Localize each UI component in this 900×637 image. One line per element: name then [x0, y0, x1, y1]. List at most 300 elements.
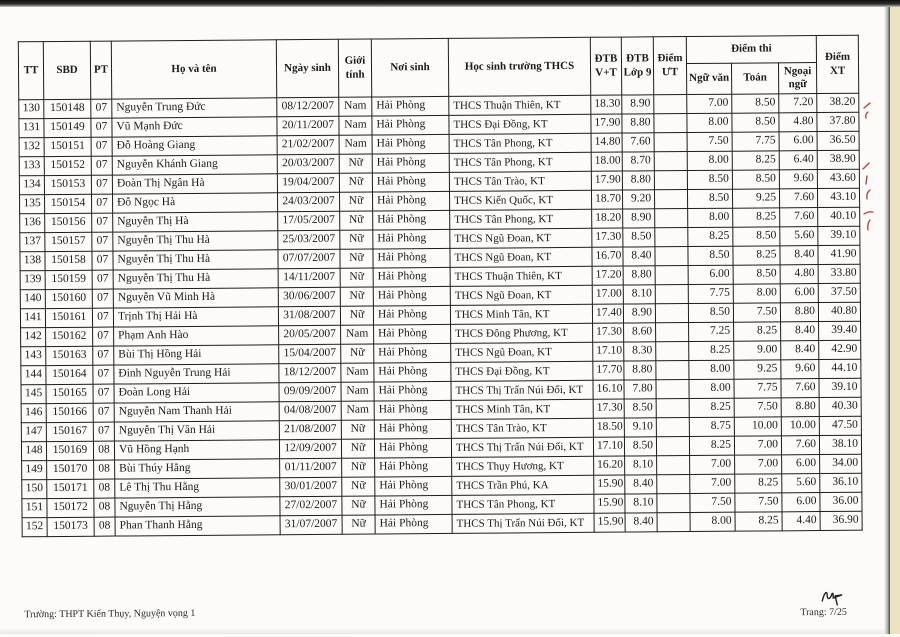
cell-dob: 04/08/2007 [279, 401, 341, 420]
cell-ngoai-ngu: 8.80 [780, 303, 818, 322]
cell-ngoai-ngu: 9.60 [779, 170, 817, 189]
cell-dtb-vt: 16.10 [593, 380, 624, 399]
cell-ngu-van: 8.00 [687, 151, 732, 170]
handwritten-signature-icon [818, 585, 858, 607]
cell-diem-ut [657, 494, 690, 513]
cell-gender: Nam [339, 135, 372, 154]
cell-dtb-lop9: 8.90 [623, 209, 655, 228]
cell-diem-xt: 37.50 [818, 283, 860, 302]
cell-pt: 07 [93, 327, 114, 346]
cell-pt: 07 [93, 346, 114, 365]
cell-school: THCS Kiến Quốc, KT [449, 190, 591, 210]
cell-birthplace: Hải Phòng [373, 229, 450, 249]
cell-dob: 01/11/2007 [280, 458, 342, 477]
cell-diem-ut [654, 190, 687, 209]
cell-tt: 136 [20, 214, 45, 233]
cell-diem-ut [656, 342, 689, 361]
cell-ngoai-ngu: 8.80 [781, 398, 819, 417]
cell-sbd: 150169 [46, 441, 93, 460]
cell-pt: 07 [92, 213, 113, 232]
cell-name: Đinh Nguyễn Trung Hải [114, 364, 279, 384]
cell-birthplace: Hải Phòng [373, 305, 450, 325]
cell-dob: 17/05/2007 [278, 211, 340, 230]
cell-toan: 8.25 [732, 151, 779, 170]
cell-dob: 12/09/2007 [279, 439, 341, 458]
cell-pt: 07 [92, 289, 113, 308]
cell-diem-ut [654, 171, 687, 190]
cell-toan: 8.50 [733, 265, 780, 284]
cell-pt: 07 [92, 308, 113, 327]
cell-tt: 145 [21, 385, 46, 404]
cell-sbd: 150163 [46, 346, 93, 365]
cell-name: Nguyễn Nam Thanh Hải [114, 402, 279, 422]
cell-ngu-van: 7.25 [689, 322, 734, 341]
cell-sbd: 150172 [47, 498, 94, 517]
cell-dtb-lop9: 8.80 [622, 114, 654, 133]
cell-school: THCS Tân Phong, KT [452, 494, 594, 514]
cell-name: Trịnh Thị Hải Hà [113, 307, 278, 327]
cell-toan: 8.50 [733, 227, 780, 246]
cell-dtb-vt: 15.90 [594, 494, 625, 513]
cell-toan: 8.25 [735, 474, 782, 493]
cell-diem-xt: 36.00 [820, 492, 862, 511]
cell-gender: Nữ [341, 420, 374, 439]
cell-school: THCS Ngũ Đoan, KT [450, 247, 592, 267]
page-number: Trang: 7/25 [800, 606, 847, 619]
header-diem-ut: Điểm ƯT [653, 37, 686, 95]
cell-ngu-van: 8.75 [689, 417, 734, 436]
cell-ngoai-ngu: 8.40 [781, 322, 819, 341]
cell-dtb-vt: 18.50 [593, 418, 624, 437]
cell-ngu-van: 6.00 [688, 265, 733, 284]
cell-school: THCS Trần Phú, KA [452, 475, 594, 495]
cell-gender: Nữ [341, 344, 374, 363]
cell-diem-xt: 39.40 [819, 321, 861, 340]
cell-gender: Nữ [342, 515, 375, 534]
cell-sbd: 150156 [45, 213, 92, 232]
header-gender: Giới tính [338, 39, 371, 97]
cell-pt: 07 [91, 99, 112, 118]
cell-school: THCS Đại Đồng, KT [449, 114, 591, 134]
cell-ngu-van: 8.00 [689, 360, 734, 379]
cell-dtb-vt: 17.10 [593, 342, 624, 361]
cell-dtb-vt: 16.70 [592, 247, 623, 266]
cell-ngoai-ngu: 6.00 [779, 132, 817, 151]
scan-top-edge [0, 0, 900, 7]
cell-dob: 20/05/2007 [279, 325, 341, 344]
cell-tt: 151 [22, 499, 47, 518]
cell-tt: 140 [20, 290, 45, 309]
cell-ngoai-ngu: 7.20 [779, 94, 817, 113]
cell-gender: Nam [341, 382, 374, 401]
cell-dtb-lop9: 8.70 [622, 152, 654, 171]
cell-pt: 07 [92, 270, 113, 289]
header-ngoai-ngu: Ngoại ngữ [778, 63, 816, 94]
cell-dtb-vt: 14.80 [591, 133, 622, 152]
cell-diem-xt: 39.10 [818, 226, 860, 245]
header-diem-thi: Điểm thi [686, 36, 816, 64]
cell-name: Nguyễn Thị Thu Hà [113, 269, 278, 289]
cell-birthplace: Hải Phòng [374, 438, 451, 458]
cell-diem-ut [654, 152, 687, 171]
cell-tt: 144 [21, 366, 46, 385]
header-school: Học sinh trường THCS [448, 37, 590, 96]
cell-sbd: 150154 [45, 194, 92, 213]
cell-name: Bùi Thúy Hằng [115, 459, 280, 479]
table-body [19, 93, 862, 537]
cell-dtb-vt: 17.10 [593, 437, 624, 456]
cell-dtb-lop9: 7.60 [622, 133, 654, 152]
cell-ngu-van: 7.00 [687, 94, 732, 113]
cell-gender: Nữ [340, 230, 373, 249]
cell-name: Lê Thị Thu Hằng [115, 478, 280, 498]
cell-dob: 15/04/2007 [279, 344, 341, 363]
cell-gender: Nữ [340, 268, 373, 287]
cell-diem-ut [655, 247, 688, 266]
cell-gender: Nữ [340, 211, 373, 230]
cell-birthplace: Hải Phòng [373, 210, 450, 230]
cell-diem-xt: 36.90 [820, 511, 862, 530]
cell-pt: 08 [94, 479, 115, 498]
cell-dob: 24/03/2007 [277, 192, 339, 211]
cell-diem-xt: 41.90 [818, 245, 860, 264]
cell-dtb-lop9: 8.50 [624, 437, 656, 456]
cell-sbd: 150170 [47, 460, 94, 479]
cell-dtb-lop9: 8.50 [624, 399, 656, 418]
cell-dtb-vt: 16.20 [594, 456, 625, 475]
cell-ngu-van: 8.00 [689, 379, 734, 398]
cell-school: THCS Tân Phong, KT [449, 152, 591, 172]
cell-school: THCS Ngũ Đoan, KT [451, 342, 593, 362]
cell-ngoai-ngu: 4.80 [779, 113, 817, 132]
cell-dtb-lop9: 8.80 [624, 361, 656, 380]
cell-diem-ut [655, 266, 688, 285]
cell-diem-xt: 43.10 [817, 188, 859, 207]
cell-pt: 07 [91, 175, 112, 194]
cell-sbd: 150165 [46, 384, 93, 403]
cell-gender: Nữ [341, 439, 374, 458]
cell-birthplace: Hải Phòng [375, 476, 452, 496]
cell-tt: 147 [21, 423, 46, 442]
cell-birthplace: Hải Phòng [374, 419, 451, 439]
cell-ngu-van: 8.25 [689, 341, 734, 360]
cell-name: Phan Thanh Hằng [115, 516, 280, 536]
cell-dob: 14/11/2007 [278, 268, 340, 287]
header-dtb-vt: ĐTB V+T [590, 37, 621, 95]
cell-tt: 131 [19, 119, 44, 138]
cell-ngu-van: 7.75 [688, 284, 733, 303]
cell-tt: 146 [21, 404, 46, 423]
cell-sbd: 150158 [45, 251, 92, 270]
cell-tt: 134 [19, 176, 44, 195]
cell-sbd: 150149 [44, 118, 91, 137]
cell-dob: 19/04/2007 [277, 173, 339, 192]
cell-gender: Nữ [339, 154, 372, 173]
cell-dob: 21/08/2007 [279, 420, 341, 439]
cell-tt: 148 [21, 442, 46, 461]
cell-pt: 07 [92, 251, 113, 270]
cell-tt: 143 [21, 347, 46, 366]
cell-toan: 8.25 [733, 208, 780, 227]
cell-dtb-vt: 17.70 [593, 361, 624, 380]
cell-pt: 07 [93, 422, 114, 441]
cell-pt: 07 [93, 384, 114, 403]
cell-diem-ut [657, 456, 690, 475]
cell-dob: 30/06/2007 [278, 287, 340, 306]
cell-toan: 10.00 [734, 417, 781, 436]
cell-diem-ut [657, 513, 690, 532]
cell-pt: 07 [93, 365, 114, 384]
cell-dtb-vt: 17.20 [592, 266, 623, 285]
cell-school: THCS Thị Trấn Núi Đối, KT [452, 513, 594, 533]
cell-school: THCS Thuận Thiên, KT [449, 95, 591, 115]
cell-dob: 30/01/2007 [280, 477, 342, 496]
cell-ngoai-ngu: 8.40 [781, 341, 819, 360]
cell-school: THCS Tân Trào, KT [449, 171, 591, 191]
cell-dob: 09/09/2007 [279, 382, 341, 401]
cell-toan: 9.25 [732, 189, 779, 208]
cell-school: THCS Đại Đồng, KT [451, 361, 593, 381]
header-dob: Ngày sinh [276, 39, 338, 97]
cell-dob: 20/03/2007 [277, 154, 339, 173]
cell-school: THCS Minh Tân, KT [451, 399, 593, 419]
cell-name: Đỗ Hoàng Giang [112, 136, 277, 156]
cell-name: Nguyễn Khánh Giang [112, 155, 277, 175]
cell-toan: 7.00 [735, 455, 782, 474]
cell-name: Vũ Hồng Hạnh [114, 440, 279, 460]
cell-diem-xt: 34.00 [820, 454, 862, 473]
cell-birthplace: Hải Phòng [374, 362, 451, 382]
cell-ngu-van: 8.25 [689, 398, 734, 417]
scan-background-strip [890, 5, 900, 634]
cell-name: Nguyễn Vũ Minh Hà [113, 288, 278, 308]
cell-ngoai-ngu: 10.00 [781, 417, 819, 436]
cell-ngoai-ngu: 6.00 [782, 455, 820, 474]
cell-birthplace: Hải Phòng [372, 96, 449, 116]
cell-dob: 21/02/2007 [277, 135, 339, 154]
cell-dob: 20/11/2007 [277, 116, 339, 135]
cell-tt: 132 [19, 138, 44, 157]
cell-school: THCS Tân Phong, KT [450, 209, 592, 229]
cell-toan: 7.00 [734, 436, 781, 455]
cell-dtb-vt: 18.30 [591, 95, 622, 114]
cell-diem-xt: 40.30 [819, 397, 861, 416]
cell-birthplace: Hải Phòng [374, 324, 451, 344]
cell-gender: Nữ [340, 249, 373, 268]
cell-ngu-van: 7.50 [687, 132, 732, 151]
cell-sbd: 150161 [45, 308, 92, 327]
cell-sbd: 150159 [45, 270, 92, 289]
cell-dtb-vt: 17.90 [591, 171, 622, 190]
header-ngu-van: Ngữ văn [686, 63, 731, 94]
cell-tt: 138 [20, 252, 45, 271]
cell-diem-xt: 37.80 [817, 112, 859, 131]
cell-dob: 27/02/2007 [280, 496, 342, 515]
cell-name: Phạm Anh Hào [114, 326, 279, 346]
cell-birthplace: Hải Phòng [373, 286, 450, 306]
cell-gender: Nam [341, 401, 374, 420]
cell-dtb-lop9: 8.90 [622, 95, 654, 114]
cell-ngoai-ngu: 7.60 [779, 189, 817, 208]
cell-birthplace: Hải Phòng [373, 248, 450, 268]
cell-sbd: 150166 [46, 403, 93, 422]
cell-name: Nguyễn Thị Thu Hà [113, 231, 278, 251]
cell-ngu-van: 8.00 [688, 208, 733, 227]
cell-dtb-lop9: 8.80 [622, 171, 654, 190]
cell-ngoai-ngu: 5.60 [782, 474, 820, 493]
cell-birthplace: Hải Phòng [375, 495, 452, 515]
cell-birthplace: Hải Phòng [372, 172, 449, 192]
header-diem-xt: Điểm XT [816, 35, 858, 93]
cell-diem-ut [656, 361, 689, 380]
cell-diem-ut [655, 285, 688, 304]
cell-pt: 08 [93, 441, 114, 460]
cell-name: Vũ Mạnh Đức [112, 117, 277, 137]
cell-gender: Nữ [342, 477, 375, 496]
cell-name: Nguyễn Thị Hằng [115, 497, 280, 517]
cell-diem-ut [656, 323, 689, 342]
cell-birthplace: Hải Phòng [373, 267, 450, 287]
cell-tt: 137 [20, 233, 45, 252]
header-name: Họ và tên [111, 40, 276, 99]
cell-dtb-vt: 17.30 [593, 399, 624, 418]
cell-school: THCS Thị Trấn Núi Đối, KT [451, 380, 593, 400]
cell-sbd: 150162 [46, 327, 93, 346]
table-header [18, 35, 858, 100]
cell-toan: 7.75 [732, 132, 779, 151]
cell-diem-xt: 39.10 [819, 378, 861, 397]
cell-ngu-van: 8.50 [688, 303, 733, 322]
red-ink-mark-icon [858, 100, 876, 122]
cell-dtb-vt: 17.30 [593, 323, 624, 342]
cell-dtb-lop9: 8.60 [624, 323, 656, 342]
cell-ngu-van: 8.00 [690, 512, 735, 531]
cell-dtb-lop9: 8.50 [623, 228, 655, 247]
cell-sbd: 150152 [44, 156, 91, 175]
cell-ngu-van: 7.00 [690, 474, 735, 493]
school-footnote: Trường: THPT Kiến Thụy, Nguyện vọng 1 [24, 607, 196, 621]
cell-pt: 07 [92, 232, 113, 251]
cell-dtb-lop9: 8.40 [625, 475, 657, 494]
cell-diem-xt: 38.90 [817, 150, 859, 169]
cell-school: THCS Tân Trào, KT [451, 418, 593, 438]
cell-sbd: 150148 [44, 99, 91, 118]
cell-dtb-vt: 15.90 [594, 475, 625, 494]
cell-birthplace: Hải Phòng [372, 153, 449, 173]
cell-school: THCS Thụy Hương, KT [452, 456, 594, 476]
cell-diem-xt: 47.50 [819, 416, 861, 435]
cell-ngoai-ngu: 4.80 [780, 265, 818, 284]
cell-dtb-vt: 17.30 [592, 228, 623, 247]
cell-ngoai-ngu: 7.60 [781, 379, 819, 398]
cell-birthplace: Hải Phòng [374, 343, 451, 363]
cell-ngoai-ngu: 8.40 [780, 246, 818, 265]
cell-dtb-lop9: 8.80 [623, 266, 655, 285]
scan-bottom-edge [0, 628, 900, 634]
cell-diem-ut [654, 95, 687, 114]
header-pt: PT [90, 41, 111, 99]
cell-toan: 8.50 [732, 94, 779, 113]
header-tt: TT [18, 42, 43, 100]
cell-gender: Nữ [340, 306, 373, 325]
cell-ngoai-ngu: 7.60 [780, 208, 818, 227]
cell-dtb-lop9: 8.40 [625, 513, 657, 532]
cell-ngoai-ngu: 6.00 [780, 284, 818, 303]
cell-dtb-lop9: 8.90 [623, 304, 655, 323]
cell-school: THCS Đông Phương, KT [451, 323, 593, 343]
cell-tt: 152 [22, 518, 47, 537]
cell-dtb-lop9: 8.10 [623, 285, 655, 304]
cell-dtb-vt: 17.40 [592, 304, 623, 323]
cell-sbd: 150173 [47, 517, 94, 536]
cell-ngu-van: 8.25 [688, 227, 733, 246]
cell-gender: Nữ [339, 192, 372, 211]
cell-sbd: 150167 [46, 422, 93, 441]
cell-dob: 25/03/2007 [278, 230, 340, 249]
cell-ngu-van: 8.50 [687, 189, 732, 208]
cell-diem-xt: 42.90 [819, 340, 861, 359]
cell-name: Nguyễn Thị Vân Hải [114, 421, 279, 441]
cell-dtb-vt: 15.90 [594, 513, 625, 532]
cell-gender: Nữ [342, 458, 375, 477]
cell-dtb-lop9: 9.20 [622, 190, 654, 209]
cell-diem-ut [657, 475, 690, 494]
cell-name: Nguyễn Thị Thu Hà [113, 250, 278, 270]
cell-tt: 135 [20, 195, 45, 214]
cell-toan: 9.25 [734, 360, 781, 379]
cell-tt: 130 [19, 100, 44, 119]
cell-sbd: 150160 [45, 289, 92, 308]
cell-tt: 133 [19, 157, 44, 176]
header-birthplace: Nơi sinh [371, 38, 448, 97]
cell-toan: 7.50 [734, 398, 781, 417]
cell-pt: 07 [91, 137, 112, 156]
cell-gender: Nam [339, 116, 372, 135]
cell-birthplace: Hải Phòng [372, 134, 449, 154]
red-ink-mark-icon [858, 160, 876, 202]
cell-ngoai-ngu: 6.00 [782, 493, 820, 512]
cell-diem-ut [654, 133, 687, 152]
cell-diem-ut [654, 114, 687, 133]
cell-ngu-van: 8.00 [687, 113, 732, 132]
cell-name: Đoàn Long Hải [114, 383, 279, 403]
cell-dtb-lop9: 8.30 [624, 342, 656, 361]
cell-toan: 8.00 [733, 284, 780, 303]
cell-diem-xt: 40.10 [818, 207, 860, 226]
student-score-table [18, 35, 863, 538]
cell-birthplace: Hải Phòng [372, 115, 449, 135]
cell-diem-ut [656, 380, 689, 399]
cell-ngu-van: 8.50 [687, 170, 732, 189]
cell-diem-ut [656, 399, 689, 418]
cell-diem-xt: 33.80 [818, 264, 860, 283]
cell-tt: 139 [20, 271, 45, 290]
cell-diem-ut [655, 228, 688, 247]
cell-sbd: 150153 [44, 175, 91, 194]
cell-toan: 9.00 [734, 341, 781, 360]
cell-pt: 07 [93, 403, 114, 422]
cell-school: THCS Ngũ Đoan, KT [450, 285, 592, 305]
cell-dob: 07/07/2007 [278, 249, 340, 268]
cell-tt: 142 [21, 328, 46, 347]
cell-ngoai-ngu: 7.60 [781, 436, 819, 455]
cell-toan: 8.25 [733, 246, 780, 265]
cell-birthplace: Hải Phòng [374, 400, 451, 420]
cell-sbd: 150151 [44, 137, 91, 156]
cell-gender: Nam [341, 325, 374, 344]
cell-school: THCS Thuận Thiên, KT [450, 266, 592, 286]
cell-ngu-van: 8.50 [688, 246, 733, 265]
